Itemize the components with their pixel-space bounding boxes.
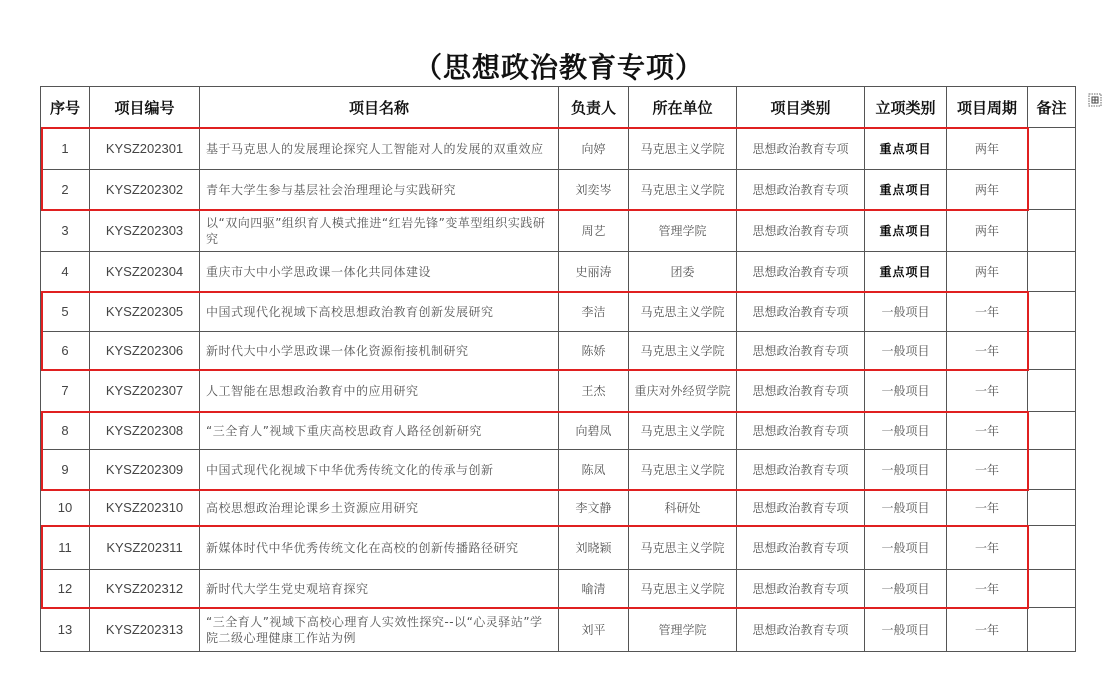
cell-period: 一年 (947, 570, 1028, 608)
cell-name: “三全育人”视域下高校心理育人实效性探究--以“心灵驿站”学院二级心理健康工作站为例 (200, 608, 559, 652)
table-row (41, 170, 1076, 210)
table-row (41, 526, 1076, 570)
cell-period: 一年 (947, 332, 1028, 370)
cell-no: 9 (41, 450, 90, 490)
cell-code: KYSZ202312 (90, 570, 200, 608)
cell-leader: 刘奕岑 (559, 170, 629, 210)
cell-no: 2 (41, 170, 90, 210)
cell-code: KYSZ202303 (90, 210, 200, 252)
cell-period: 一年 (947, 292, 1028, 332)
cell-leader: 向碧凤 (559, 412, 629, 450)
cell-unit: 马克思主义学院 (629, 570, 737, 608)
table-select-icon[interactable] (1088, 93, 1102, 107)
cell-no: 7 (41, 370, 90, 412)
table-row (41, 370, 1076, 412)
cell-leader: 李文静 (559, 490, 629, 526)
cell-category: 思想政治教育专项 (737, 608, 865, 652)
cell-no: 10 (41, 490, 90, 526)
cell-leader: 史丽涛 (559, 252, 629, 292)
cell-category: 思想政治教育专项 (737, 170, 865, 210)
cell-leader: 向婷 (559, 128, 629, 170)
cell-remark (1028, 526, 1076, 570)
cell-category: 思想政治教育专项 (737, 128, 865, 170)
cell-remark (1028, 128, 1076, 170)
cell-name: 重庆市大中小学思政课一体化共同体建设 (200, 252, 559, 292)
cell-leader: 刘平 (559, 608, 629, 652)
cell-leader: 王杰 (559, 370, 629, 412)
cell-period: 一年 (947, 526, 1028, 570)
cell-code: KYSZ202301 (90, 128, 200, 170)
table-row (41, 292, 1076, 332)
cell-no: 3 (41, 210, 90, 252)
cell-remark (1028, 370, 1076, 412)
cell-category: 思想政治教育专项 (737, 252, 865, 292)
cell-approval: 重点项目 (865, 252, 947, 292)
header-leader: 负责人 (559, 87, 629, 128)
cell-unit: 管理学院 (629, 608, 737, 652)
cell-approval: 一般项目 (865, 526, 947, 570)
cell-period: 两年 (947, 252, 1028, 292)
cell-remark (1028, 412, 1076, 450)
cell-code: KYSZ202307 (90, 370, 200, 412)
cell-no: 4 (41, 252, 90, 292)
cell-period: 一年 (947, 412, 1028, 450)
header-remark: 备注 (1028, 87, 1076, 128)
cell-no: 13 (41, 608, 90, 652)
table-row (41, 490, 1076, 526)
cell-leader: 陈凤 (559, 450, 629, 490)
cell-code: KYSZ202311 (90, 526, 200, 570)
cell-approval: 一般项目 (865, 292, 947, 332)
cell-unit: 重庆对外经贸学院 (629, 370, 737, 412)
cell-code: KYSZ202313 (90, 608, 200, 652)
cell-code: KYSZ202308 (90, 412, 200, 450)
cell-unit: 马克思主义学院 (629, 292, 737, 332)
cell-unit: 马克思主义学院 (629, 450, 737, 490)
table-row (41, 332, 1076, 370)
table-row (41, 450, 1076, 490)
cell-remark (1028, 252, 1076, 292)
cell-no: 8 (41, 412, 90, 450)
table-row (41, 412, 1076, 450)
cell-period: 一年 (947, 490, 1028, 526)
cell-approval: 重点项目 (865, 170, 947, 210)
cell-approval: 一般项目 (865, 608, 947, 652)
table-header-row (41, 87, 1076, 128)
table-row (41, 210, 1076, 252)
cell-unit: 马克思主义学院 (629, 526, 737, 570)
cell-code: KYSZ202309 (90, 450, 200, 490)
cell-leader: 陈娇 (559, 332, 629, 370)
cell-code: KYSZ202304 (90, 252, 200, 292)
cell-code: KYSZ202302 (90, 170, 200, 210)
cell-name: 高校思想政治理论课乡土资源应用研究 (200, 490, 559, 526)
cell-name: 人工智能在思想政治教育中的应用研究 (200, 370, 559, 412)
header-unit: 所在单位 (629, 87, 737, 128)
cell-remark (1028, 210, 1076, 252)
cell-period: 一年 (947, 450, 1028, 490)
cell-leader: 刘晓颖 (559, 526, 629, 570)
table-row (41, 570, 1076, 608)
cell-approval: 一般项目 (865, 412, 947, 450)
cell-remark (1028, 608, 1076, 652)
cell-name: 新媒体时代中华优秀传统文化在高校的创新传播路径研究 (200, 526, 559, 570)
cell-unit: 团委 (629, 252, 737, 292)
cell-period: 两年 (947, 210, 1028, 252)
cell-name: 中国式现代化视域下高校思想政治教育创新发展研究 (200, 292, 559, 332)
table-row (41, 608, 1076, 652)
cell-name: “三全育人”视域下重庆高校思政育人路径创新研究 (200, 412, 559, 450)
page-title: （思想政治教育专项） (413, 51, 704, 84)
cell-approval: 重点项目 (865, 128, 947, 170)
cell-name: 中国式现代化视域下中华优秀传统文化的传承与创新 (200, 450, 559, 490)
cell-name: 基于马克思人的发展理论探究人工智能对人的发展的双重效应 (200, 128, 559, 170)
cell-approval: 一般项目 (865, 332, 947, 370)
cell-category: 思想政治教育专项 (737, 570, 865, 608)
cell-period: 两年 (947, 128, 1028, 170)
cell-no: 6 (41, 332, 90, 370)
header-approval: 立项类别 (865, 87, 947, 128)
cell-leader: 李洁 (559, 292, 629, 332)
cell-approval: 一般项目 (865, 450, 947, 490)
cell-no: 5 (41, 292, 90, 332)
cell-remark (1028, 292, 1076, 332)
cell-code: KYSZ202305 (90, 292, 200, 332)
cell-no: 11 (41, 526, 90, 570)
cell-approval: 一般项目 (865, 370, 947, 412)
cell-remark (1028, 490, 1076, 526)
cell-name: 以“双向四驱”组织育人模式推进“红岩先锋”变革型组织实践研究 (200, 210, 559, 252)
project-table (40, 86, 1076, 652)
header-category: 项目类别 (737, 87, 865, 128)
header-period: 项目周期 (947, 87, 1028, 128)
cell-code: KYSZ202310 (90, 490, 200, 526)
cell-category: 思想政治教育专项 (737, 490, 865, 526)
header-no: 序号 (41, 87, 90, 128)
cell-no: 12 (41, 570, 90, 608)
cell-leader: 周艺 (559, 210, 629, 252)
cell-category: 思想政治教育专项 (737, 412, 865, 450)
cell-code: KYSZ202306 (90, 332, 200, 370)
cell-name: 新时代大中小学思政课一体化资源衔接机制研究 (200, 332, 559, 370)
header-code: 项目编号 (90, 87, 200, 128)
cell-period: 一年 (947, 370, 1028, 412)
cell-leader: 喻清 (559, 570, 629, 608)
table-row (41, 128, 1076, 170)
cell-remark (1028, 570, 1076, 608)
cell-category: 思想政治教育专项 (737, 332, 865, 370)
table-row (41, 252, 1076, 292)
cell-category: 思想政治教育专项 (737, 210, 865, 252)
cell-unit: 管理学院 (629, 210, 737, 252)
cell-remark (1028, 170, 1076, 210)
cell-unit: 马克思主义学院 (629, 170, 737, 210)
cell-category: 思想政治教育专项 (737, 450, 865, 490)
cell-unit: 马克思主义学院 (629, 412, 737, 450)
cell-approval: 重点项目 (865, 210, 947, 252)
cell-remark (1028, 450, 1076, 490)
cell-approval: 一般项目 (865, 490, 947, 526)
cell-name: 青年大学生参与基层社会治理理论与实践研究 (200, 170, 559, 210)
cell-unit: 马克思主义学院 (629, 128, 737, 170)
cell-period: 一年 (947, 608, 1028, 652)
cell-approval: 一般项目 (865, 570, 947, 608)
cell-category: 思想政治教育专项 (737, 526, 865, 570)
cell-remark (1028, 332, 1076, 370)
cell-unit: 科研处 (629, 490, 737, 526)
header-name: 项目名称 (200, 87, 559, 128)
cell-category: 思想政治教育专项 (737, 292, 865, 332)
cell-no: 1 (41, 128, 90, 170)
cell-period: 两年 (947, 170, 1028, 210)
cell-name: 新时代大学生党史观培育探究 (200, 570, 559, 608)
cell-unit: 马克思主义学院 (629, 332, 737, 370)
cell-category: 思想政治教育专项 (737, 370, 865, 412)
